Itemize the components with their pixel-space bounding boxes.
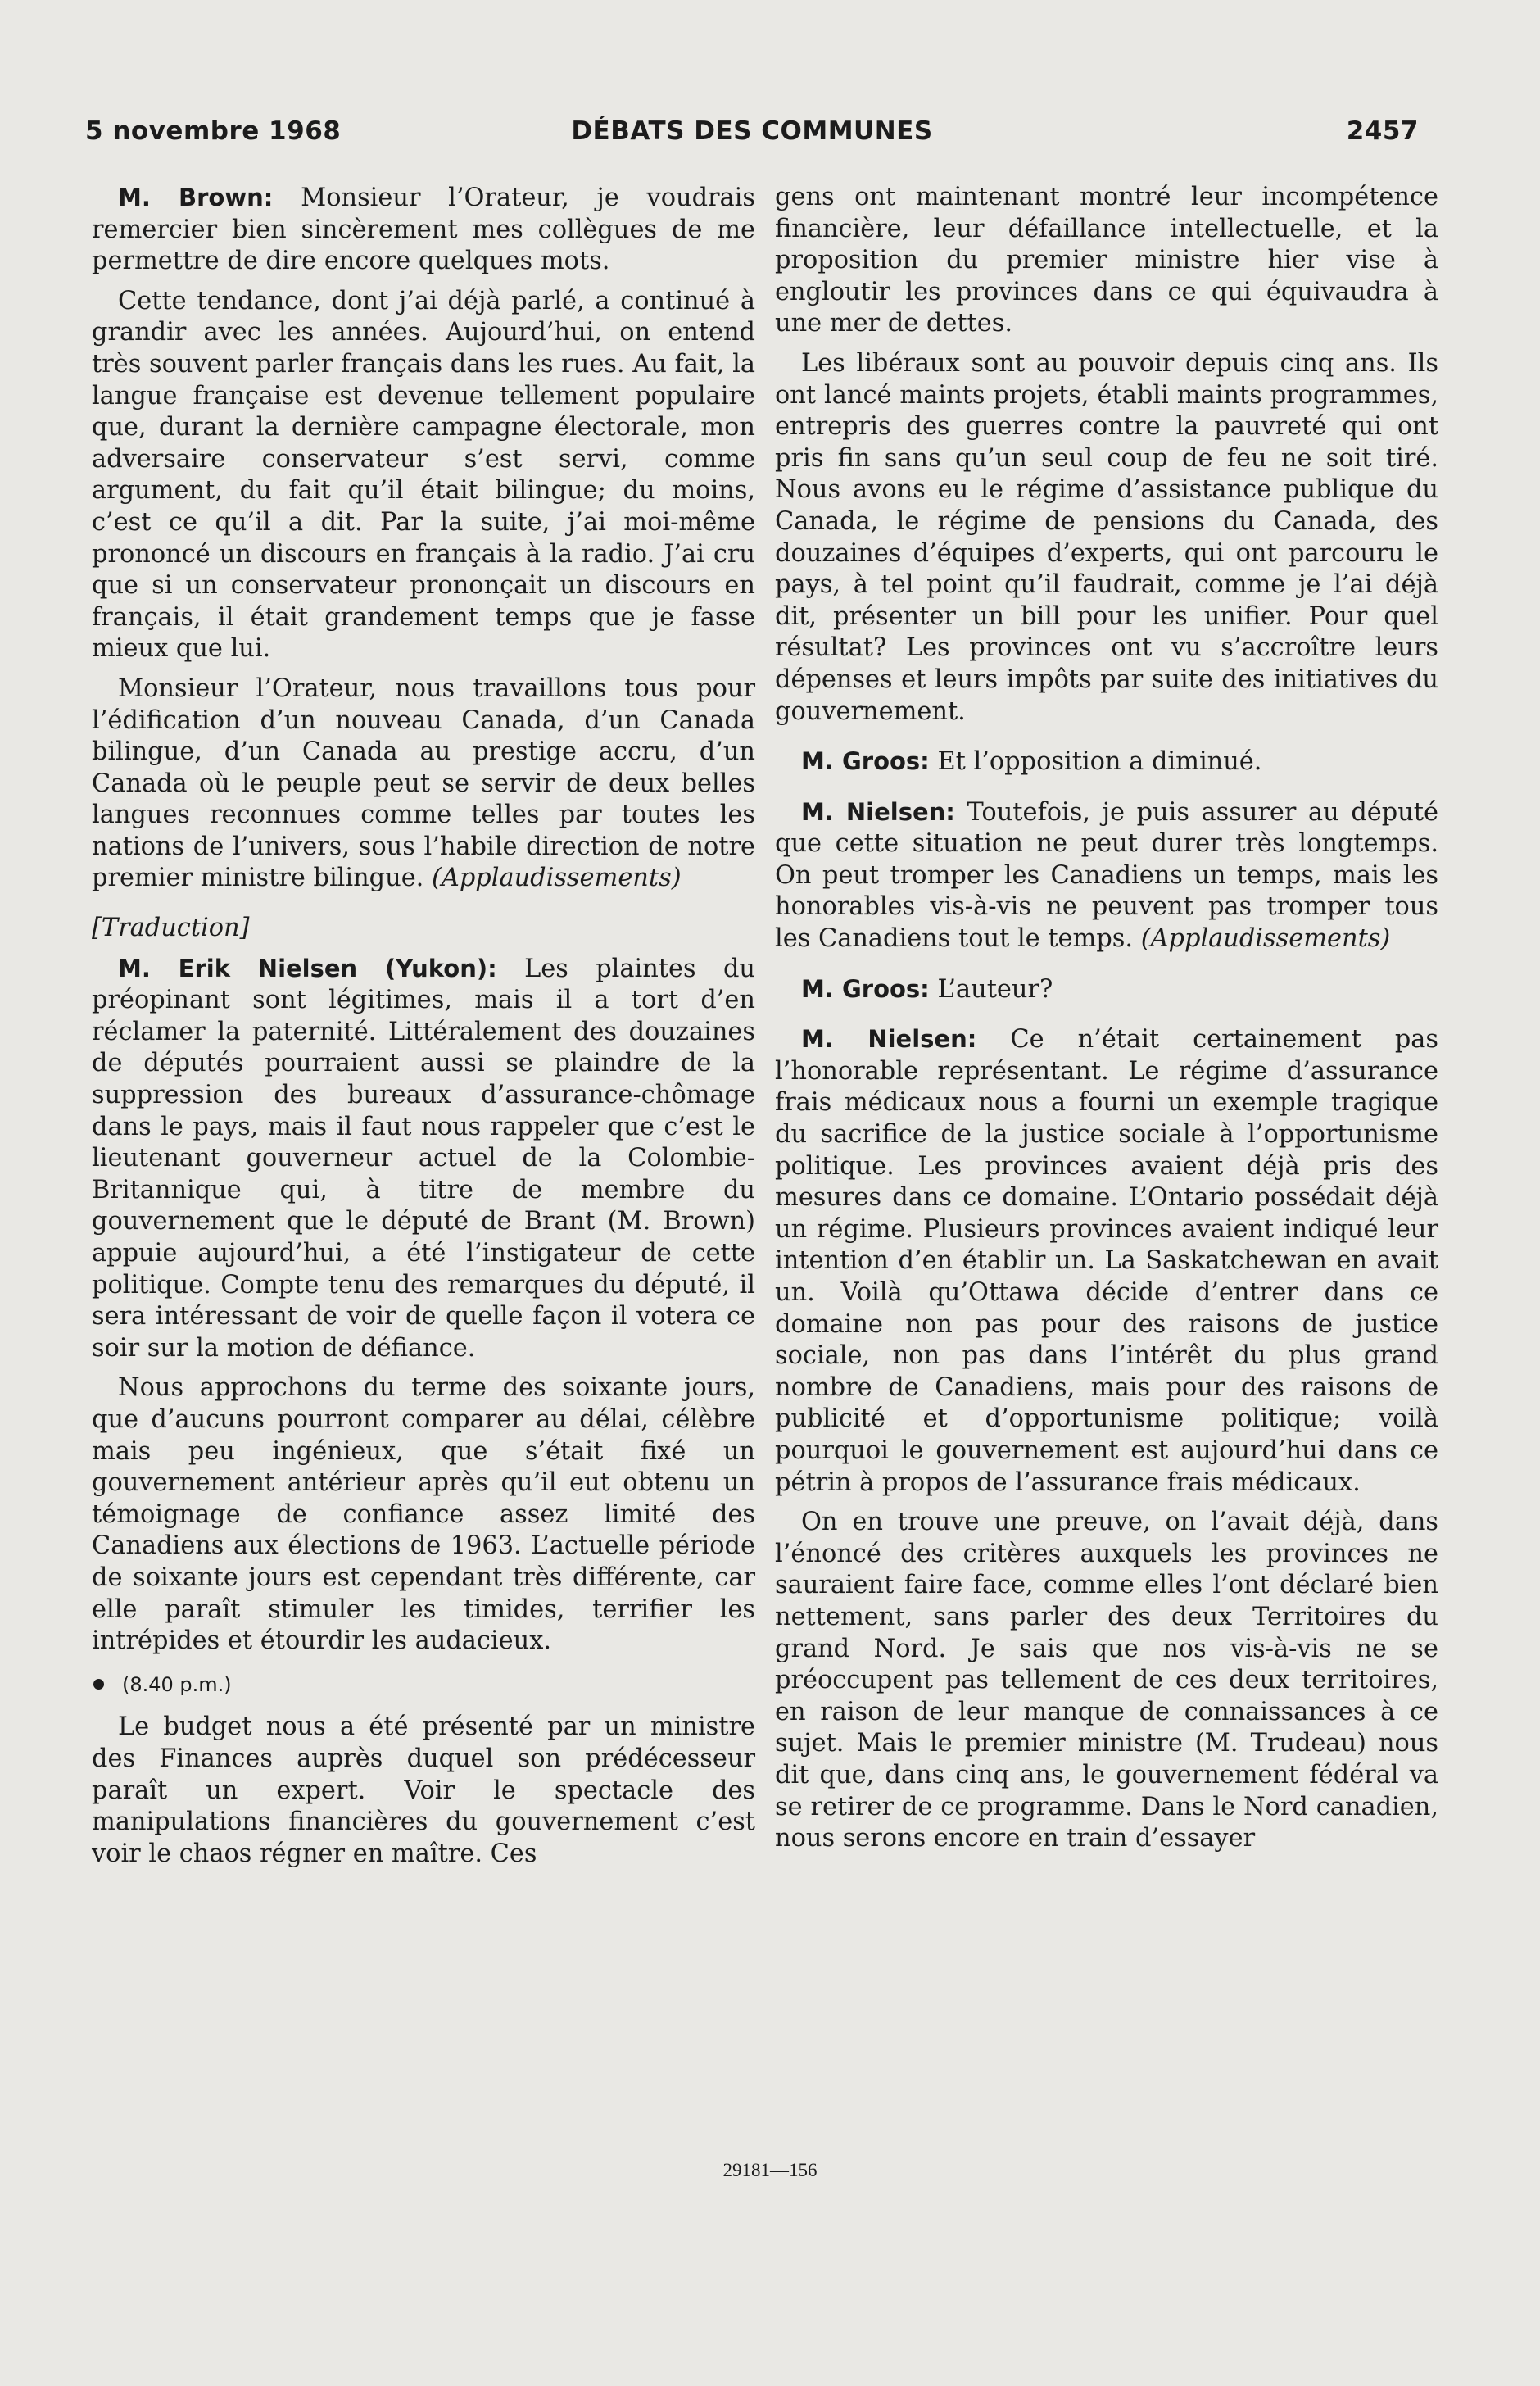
speaker-name: M. Groos: [801,974,930,1003]
translation-marker: [Traduction] [92,914,250,943]
paragraph-text: Monsieur l’Orateur, nous travaillons tous pour l’édification d’un nouveau Canada, d’un Canada bilingue, d’un Canada au prestige accru, d’un Canada où le peuple peut se servir de deux belles langues reconnues comme telles par toutes les nations de l’univers, sous l’habile direction de notre premier ministre bilingue. [92,674,755,893]
page-footer: 29181—156 [722,2160,818,2180]
right-column [775,182,1438,1863]
speaker-name: M. Brown: [118,184,274,211]
speaker-name: M. Nielsen: [801,797,955,826]
speaker-name: M. Erik Nielsen (Yukon): [118,954,497,982]
paragraph: Les libéraux sont au pouvoir depuis cinq ans. Ils ont lancé maints projets, établi maints programmes, entrepris des guerres contre la pauvreté qui ont pris fin sans qu’un seul coup de feu ne soit tiré. Nous avons eu le régime d’assistance publique du Canada, le régime de pensions du Canada, des douzaines d’équipes d’experts, qui ont parcouru le pays, à tel point qu’il faudrait, comme je l’ai déjà dit, présenter un bill pour les unifier. Pour quel résultat? Les provinces ont vu s’accroître leurs dépenses et leurs impôts par suite des initiatives du gouvernement. [775,348,1438,726]
speaker-name: M. Groos: [801,747,930,776]
paragraph: Nous approchons du terme des soixante jours, que d’aucuns pourront comparer au délai, célèbre mais peu ingénieux, que s’était fixé un gouvernement antérieur après qu’il eut obtenu un témoignage de confiance assez limité des Canadiens aux élections de 1963. L’actuelle période de soixante jours est cependant très différente, car elle paraît stimuler les timides, terrifier les intrépides et étourdir les audacieux. [92,1373,755,1656]
page-number: 2457 [1346,116,1419,146]
paragraph-text: Et l’opposition a diminué. [937,747,1262,777]
speaker-name: M. Nielsen: [801,1025,977,1054]
timestamp [92,1669,755,1701]
paragraph-text: Monsieur l’Orateur, je voudrais remercier bien sincèrement mes collègues de me permettre de dire encore quelques mots. [92,184,755,276]
applause-note: (Applaudissements) [1140,924,1391,954]
paragraph: Le budget nous a été présenté par un ministre des Finances auprès duquel son prédécesseur paraît un expert. Voir le spectacle des manipulations financières du gouvernement c’est voir le chaos régner en maître. Ces [92,1712,755,1868]
paragraph-text: Toutefois, je puis assurer au député que cette situation ne peut durer très longtemps. On peut tromper les Canadiens un temps, mais les honorables vis-à-vis ne peuvent pas tromper tous les Canadiens tout le temps. [775,797,1438,954]
timestamp-text: (8.40 p.m.) [122,1672,232,1696]
paragraph-text: Les plaintes du préopinant sont légitimes, mais il a tort d’en réclamer la paternité. Littéralement des douzaines de députés pourraient aussi se plaindre de la suppression des bureaux d’assurance-chômage dans le pays, mais il faut nous rappeler que c’est le lieutenant gouverneur actuel de la Colombie-Britannique qui, à titre de membre du gouvernement que le député de Brant (M. Brown) appuie aujourd’hui, a été l’instigateur de cette politique. Compte tenu des remarques du député, il sera intéressant de voir de quelle façon il votera ce soir sur la motion de défiance. [92,954,755,1363]
paragraph: gens ont maintenant montré leur incompétence financière, leur défaillance intellectuelle, et la proposition du premier ministre hier vise à engloutir les provinces dans ce qui équivaudra à une mer de dettes. [775,183,1438,338]
header-date: 5 novembre 1968 [85,116,342,146]
paragraph-text: Ce n’était certainement pas l’honorable représentant. Le régime d’assurance frais médicaux nous a fourni un exemple tragique du sacrifice de la justice sociale à l’opportunisme politique. Les provinces avaient déjà pris des mesures dans ce domaine. L’Ontario possédait déjà un régime. Plusieurs provinces avaient indiqué leur intention d’en établir un. La Saskatchewan en avait un. Voilà qu’Ottawa décide d’entrer dans ce domaine non pas pour des raisons de justice sociale, non pas dans l’intérêt du plus grand nombre de Canadiens, mais pour des raisons de publicité et d’opportunisme politique; voilà pourquoi le gouvernement est aujourd’hui dans ce pétrin à propos de l’assurance frais médicaux. [775,1025,1438,1497]
left-column [92,182,755,1878]
paragraph-text: L’auteur? [937,974,1053,1004]
header-title: DÉBATS DES COMMUNES [571,116,933,146]
paragraph: On en trouve une preuve, on l’avait déjà, dans l’énoncé des critères auxquels les provinces ne sauraient faire face, comme elles l’ont déclaré bien nettement, sans parler des deux Territoires du grand Nord. Je sais que nos vis-à-vis ne se préoccupent pas tellement de ces deux territoires, en raison de leur manque de connaissances à ce sujet. Mais le premier ministre (M. Trudeau) nous dit que, dans cinq ans, le gouvernement fédéral va se retirer de ce programme. Dans le Nord canadien, nous serons encore en train d’essayer [775,1508,1438,1853]
paragraph [775,796,1438,955]
bullet-icon [93,1679,104,1690]
paragraph [775,973,1438,1006]
paragraph [92,674,755,895]
page-header [85,116,1419,156]
applause-note: (Applaudissements) [432,864,682,893]
paragraph [92,182,755,278]
paragraph [775,1023,1438,1499]
paragraph: Cette tendance, dont j’ai déjà parlé, a continué à grandir avec les années. Aujourd’hui, on entend très souvent parler français dans les rues. Au fait, la langue française est devenue tellement populaire que, durant la dernière campagne électorale, mon adversaire conservateur s’est servi, comme argument, du fait qu’il était bilingue; du moins, c’est ce qu’il a dit. Par la suite, j’ai moi-même prononcé un discours en français à la radio. J’ai cru que si un conservateur prononçait un discours en français, il était grandement temps que je fasse mieux que lui. [92,286,755,664]
paragraph [775,746,1438,778]
paragraph [92,953,755,1365]
